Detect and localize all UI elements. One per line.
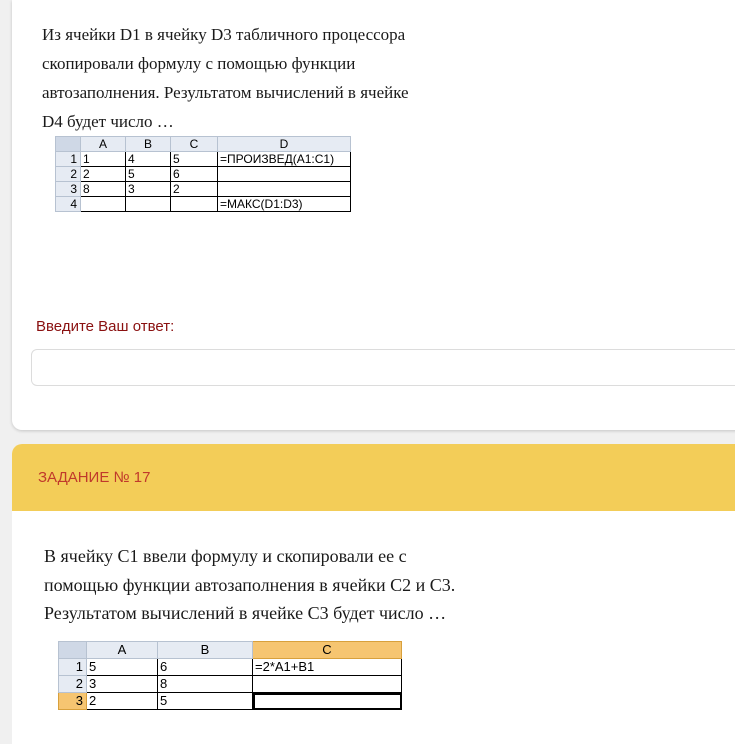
table-row — [59, 693, 402, 710]
task-17-question — [44, 542, 564, 628]
task-16-question — [42, 20, 482, 136]
column-header-b: B — [126, 137, 171, 152]
cell-c3: 2 — [171, 182, 218, 197]
row-header: 2 — [56, 167, 81, 182]
column-header-row — [59, 642, 402, 659]
select-all-corner — [59, 642, 87, 659]
question-line: D4 будет число … — [42, 112, 174, 131]
select-all-corner — [56, 137, 81, 152]
table-row — [56, 167, 351, 182]
cell-a2: 3 — [87, 676, 158, 693]
column-header-a: A — [81, 137, 126, 152]
cell-b2: 5 — [126, 167, 171, 182]
table-row — [56, 152, 351, 167]
cell-c2: 6 — [171, 167, 218, 182]
cell-a1: 5 — [87, 659, 158, 676]
cell-c4 — [171, 197, 218, 212]
cell-b1: 6 — [158, 659, 253, 676]
answer-input[interactable] — [31, 349, 735, 386]
row-header: 1 — [59, 659, 87, 676]
question-line: автозаполнения. Результатом вычислений в ячейке — [42, 83, 409, 102]
task-header-banner — [12, 444, 735, 511]
answer-prompt: Введите Ваш ответ: — [36, 318, 175, 335]
row-header: 2 — [59, 676, 87, 693]
cell-b3: 3 — [126, 182, 171, 197]
table-row — [56, 197, 351, 212]
cell-b1: 4 — [126, 152, 171, 167]
column-header-c: C — [253, 642, 402, 659]
task-17-spreadsheet — [58, 641, 402, 710]
cell-d1: =ПРОИЗВЕД(A1:C1) — [218, 152, 351, 167]
cell-d3 — [218, 182, 351, 197]
task-number-title: ЗАДАНИЕ № 17 — [38, 469, 151, 486]
column-header-b: B — [158, 642, 253, 659]
cell-a3: 8 — [81, 182, 126, 197]
row-header: 4 — [56, 197, 81, 212]
cell-c1: =2*A1+B1 — [253, 659, 402, 676]
column-header-row — [56, 137, 351, 152]
question-line: Из ячейки D1 в ячейку D3 табличного процессора — [42, 25, 406, 44]
cell-b4 — [126, 197, 171, 212]
question-line: В ячейку C1 ввели формулу и скопировали ее с — [44, 546, 407, 566]
column-header-a: A — [87, 642, 158, 659]
cell-a4 — [81, 197, 126, 212]
table-row — [59, 676, 402, 693]
question-line: помощью функции автозаполнения в ячейки C2 и C3. — [44, 574, 456, 595]
question-line: скопировали формулу с помощью функции — [42, 54, 356, 73]
cell-a2: 2 — [81, 167, 126, 182]
cell-d4: =МАКС(D1:D3) — [218, 197, 351, 212]
row-header: 3 — [59, 693, 87, 710]
cell-a3: 2 — [87, 693, 158, 710]
table-row — [59, 659, 402, 676]
cell-c3-selected — [253, 693, 402, 710]
task-16-spreadsheet — [55, 136, 351, 212]
table-row — [56, 182, 351, 197]
column-header-c: C — [171, 137, 218, 152]
cell-c2 — [253, 676, 402, 693]
row-header: 3 — [56, 182, 81, 197]
row-header: 1 — [56, 152, 81, 167]
cell-a1: 1 — [81, 152, 126, 167]
cell-b3: 5 — [158, 693, 253, 710]
cell-b2: 8 — [158, 676, 253, 693]
column-header-d: D — [218, 137, 351, 152]
question-line: Результатом вычислений в ячейке C3 будет число … — [44, 603, 447, 623]
cell-d2 — [218, 167, 351, 182]
cell-c1: 5 — [171, 152, 218, 167]
